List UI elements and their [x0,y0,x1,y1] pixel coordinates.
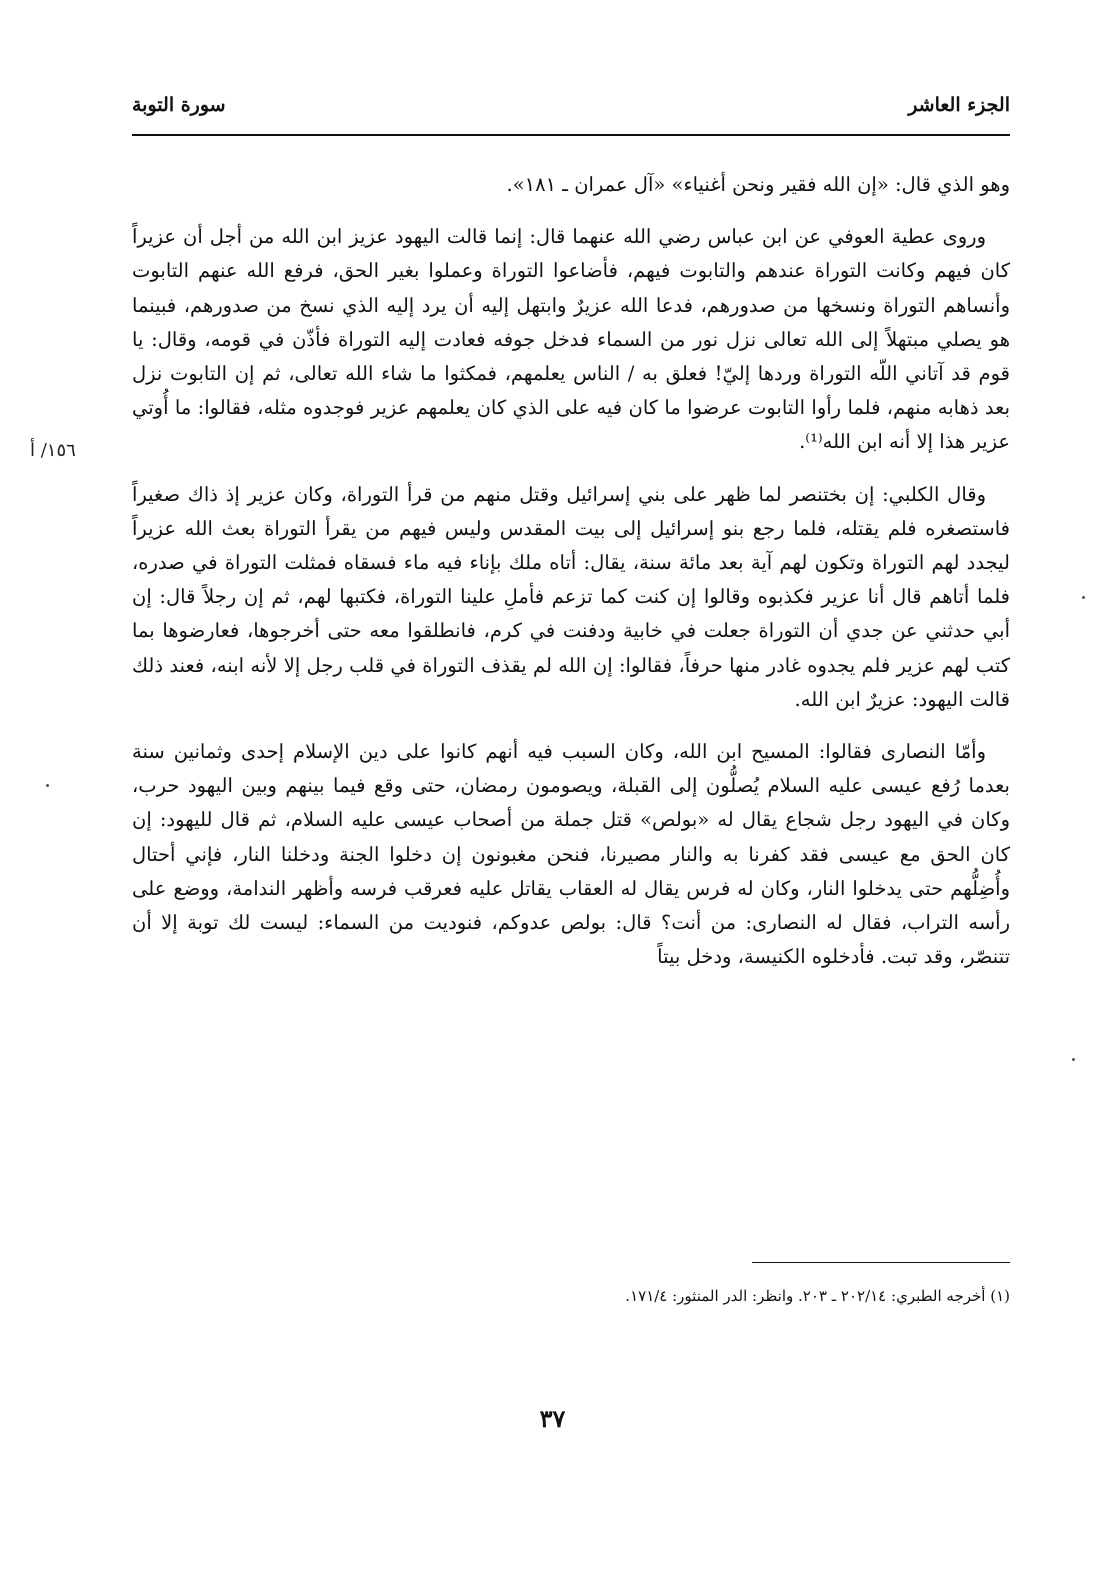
scan-speck [1082,596,1085,599]
header-part-title: الجزء العاشر [908,94,1010,116]
scan-speck [46,784,49,787]
header-divider [132,134,1010,136]
header-surah-title: سورة التوبة [132,94,226,116]
scan-speck [1072,1058,1075,1061]
paragraph-4: وأمّا النصارى فقالوا: المسيح ابن الله، وكان السبب فيه أنهم كانوا على دين الإسلام إحدى وثمانين سنة بعدما رُفع عيسى عليه السلام يُصلُّون إلى القبلة، ويصومون رمضان، حتى وقع فيما بينهم وبين اليهود حرب، وكان في اليهود رجل شجاع يقال له «بولص» قتل جملة من أصحاب عيسى عليه السلام، ثم قال لليهود: إن كان الحق مع عيسى فقد كفرنا به والنار مصيرنا، فنحن مغبونون إن دخلوا الجنة ودخلنا النار، فإني أحتال وأُضِلُّهم حتى يدخلوا النار، وكان له فرس يقال له العقاب يقاتل عليه فعرقب فرسه وأظهر الندامة، ووضع على رأسه التراب، فقال له النصارى: من أنت؟ قال: بولص عدوكم، فنوديت من السماء: ليست لك توبة إلا أن تتنصّر، وقد تبت. فأدخلوه الكنيسة، ودخل بيتاً [132,740,1010,969]
paragraph-2: وروى عطية العوفي عن ابن عباس رضي الله عنهما قال: إنما قالت اليهود عزيز ابن الله من أجل أن عزيراً كان فيهم وكانت التوراة عندهم والتابوت فيهم، فأضاعوا التوراة وعملوا بغير الحق، فرفع الله عنهم التابوت وأنساهم التوراة ونسخها من صدورهم، فدعا الله عزيرٌ وابتهل إليه أن يرد إليه الذي نسخ من صدورهم، فبينما هو يصلي مبتهلاً إلى الله تعالى نزل نور من السماء فدخل جوفه فعادت إليه التوراة فأذّن في قومه، وقال: يا قوم قد آتاني اللّه التوراة وردها إليّ! فعلق به / الناس يعلمهم، فمكثوا ما شاء الله تعالى، ثم إن التابوت نزل بعد ذهابه منهم، فلما رأوا التابوت عرضوا ما كان فيه على الذي كان يعلمهم عزير فوجدوه مثله، فقالوا: ما أُوتي عزير هذا إلا أنه ابن الله⁽¹⁾. [132,225,1010,454]
paragraph-3: وقال الكلبي: إن بختنصر لما ظهر على بني إسرائيل وقتل منهم من قرأ التوراة، وكان عزير إذ ذاك صغيراً فاستصغره فلم يقتله، فلما رجع بنو إسرائيل إلى بيت المقدس وليس فيهم من يقرأ التوراة بعث الله عزيراً ليجدد لهم التوراة وتكون لهم آية بعد مائة سنة، يقال: أتاه ملك بإناء فيه ماء فسقاه فمثلت التوراة في صدره، فلما أتاهم قال أنا عزير فكذبوه وقالوا إن كنت كما تزعم فأملِ علينا التوراة، فكتبها لهم، ثم إن رجلاً قال: إن أبي حدثني عن جدي أن التوراة جعلت في خابية ودفنت في كرم، فانطلقوا معه حتى أخرجوها، فعارضوها بما كتب لهم عزير فلم يجدوه غادر منها حرفاً، فقالوا: إن الله لم يقذف التوراة في قلب رجل إلا لأنه ابنه، فعند ذلك قالت اليهود: عزيرٌ ابن الله. [132,482,1010,711]
main-text [132,168,1010,992]
page-number: ٣٧ [539,1404,566,1433]
running-header [132,92,1010,132]
footnote-divider [752,1262,1010,1263]
footnote: (١) أخرجه الطبري: ٢٠٢/١٤ ـ ٢٠٣. وانظر: الدر المنثور: ١٧١/٤. [625,1287,1010,1305]
paragraph-1: وهو الذي قال: «إن الله فقير ونحن أغنياء» «آل عمران ـ ١٨١». [506,173,1010,196]
margin-folio-note: ١٥٦/ أ [30,440,76,461]
